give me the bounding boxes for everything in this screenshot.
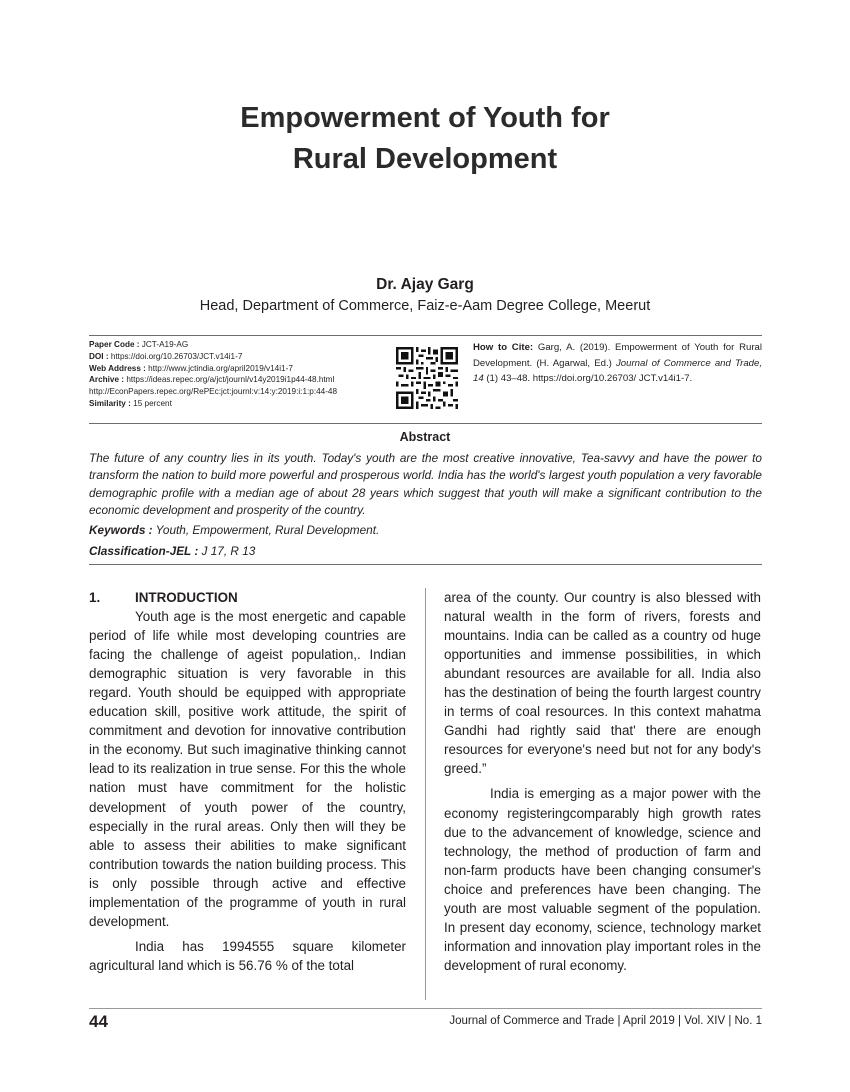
abstract-text: The future of any country lies in its youth. Today's youth are the most creative innovative, Tea-savvy and have the power to transform the nation to build more powerful and prosperous world. India has the world's largest youth population a very favorable demographic profile with a median age of about 28 years which suggest that youth will make a significant contribution to the economic development and prosperity of the country. xyxy=(89,451,762,517)
meta-archive-link[interactable]: https://ideas.repec.org/a/jct/journl/v14y2019i1p44-48.html xyxy=(126,375,335,385)
author-name: Dr. Ajay Garg xyxy=(376,276,474,293)
paper-title-line-2: Rural Development xyxy=(292,143,558,175)
cite-journal: Journal of Commerce and Trade, 14 xyxy=(473,357,762,384)
divider-top xyxy=(89,335,762,336)
meta-similarity-label: Similarity : xyxy=(89,398,131,408)
meta-web-link[interactable]: http://www.jctindia.org/april2019/v14i1-7 xyxy=(148,363,293,373)
cite-doi-link[interactable]: https://doi.org/10.26703/ JCT.v14i1-7. xyxy=(532,373,693,384)
jel-classification xyxy=(89,544,255,558)
meta-paper-code xyxy=(89,339,389,351)
qr-code-icon[interactable] xyxy=(396,347,458,409)
jel-label: Classification-JEL : xyxy=(89,544,199,558)
section-number: 1. xyxy=(89,590,101,605)
journal-info: Journal of Commerce and Trade | April 2019 | Vol. XIV | No. 1 xyxy=(449,1015,762,1027)
jel-value: J 17, R 13 xyxy=(201,544,256,558)
column-divider xyxy=(425,588,426,1000)
meta-paper-code-value: JCT-A19-AG xyxy=(141,340,189,349)
keywords-value: Youth, Empowerment, Rural Development. xyxy=(155,523,380,537)
divider-body xyxy=(89,564,762,565)
page-number: 44 xyxy=(89,1012,108,1031)
meta-similarity xyxy=(89,398,389,410)
keywords xyxy=(89,523,379,537)
meta-archive xyxy=(89,374,389,386)
keywords-label: Keywords : xyxy=(89,523,153,537)
paper-title xyxy=(0,98,850,180)
author-affiliation: Head, Department of Commerce, Faiz-e-Aam Degree College, Meerut xyxy=(199,298,651,314)
meta-similarity-value: 15 percent xyxy=(133,398,172,408)
paragraph-2-start: India has 1994555 square kilometer agricultural land which is 56.76 % of the total xyxy=(89,938,406,973)
meta-paper-code-label: Paper Code : xyxy=(89,340,140,349)
meta-doi-link[interactable]: https://doi.org/10.26703/JCT.v14i1-7 xyxy=(110,351,243,361)
how-to-cite xyxy=(473,340,762,387)
body-column-right xyxy=(444,588,761,975)
paper-metadata xyxy=(89,339,389,410)
cite-text: Garg, A. (2019). Empowerment of Youth for Rural Development. (H. Agarwal, Ed.) xyxy=(473,342,762,369)
meta-archive-2 xyxy=(89,386,389,398)
paragraph-2-continued: area of the county. Our country is also blessed with natural wealth in the form of rivers, forests and mountains. India can be called as a country od huge opportunities and immense possibilities, in which abundant resources are available for all. India also has the destination of being the fourth largest country in terms of coal resources. In this context mahatma Gandhi had rightly said that' there are enough resources for everyone's need but not for any body's greed.” xyxy=(444,590,761,777)
divider-abstract xyxy=(89,423,762,424)
cite-label: How to Cite: xyxy=(473,342,534,353)
cite-issue-pages: (1) 43–48. xyxy=(486,373,531,384)
meta-web xyxy=(89,363,389,375)
footer-divider xyxy=(89,1008,762,1009)
section-title: INTRODUCTION xyxy=(135,590,238,605)
meta-web-label: Web Address : xyxy=(89,363,146,373)
abstract-heading: Abstract xyxy=(399,430,451,444)
section-heading xyxy=(89,588,406,607)
meta-archive-2-link[interactable]: http://EconPapers.repec.org/RePEc:jct:journl:v:14:y:2019:i:1:p:44-48 xyxy=(89,387,338,397)
meta-doi-label: DOI : xyxy=(89,351,109,361)
paragraph-3: India is emerging as a major power with the economy registeringcomparably high growth rates due to the advancement of knowledge, science and technology, the method of production of farm and non-farm products have been changing consumer's choice and preferences have been changing. The youth are most valuable segment of the population. In present day economy, science, technology market information and innovation play important roles in the development of rural economy. xyxy=(444,786,761,973)
paragraph-1: Youth age is the most energetic and capable period of life while most developing countries are facing the challenge of ageist population,. Indian demographic situation is very favorable in this regard. Youth should be equipped with appropriate education skill, positive work attitude, the spirit of commitment and devotion for innovative contribution in the economy. But such imaginative thinking cannot lead to its realization in true sense. For this the whole nation must have commitment for the holistic development of youth power of the country, especially in the rural areas. Only then will they be able to assess their abilities to make significant contribution towards the nation building process. This is only possible through active and effective implementation of the programme of youth in rural development. xyxy=(89,609,406,929)
meta-doi xyxy=(89,351,389,363)
paper-title-line-1: Empowerment of Youth for xyxy=(240,102,610,134)
body-column-left xyxy=(89,588,406,975)
meta-archive-label: Archive : xyxy=(89,375,125,385)
